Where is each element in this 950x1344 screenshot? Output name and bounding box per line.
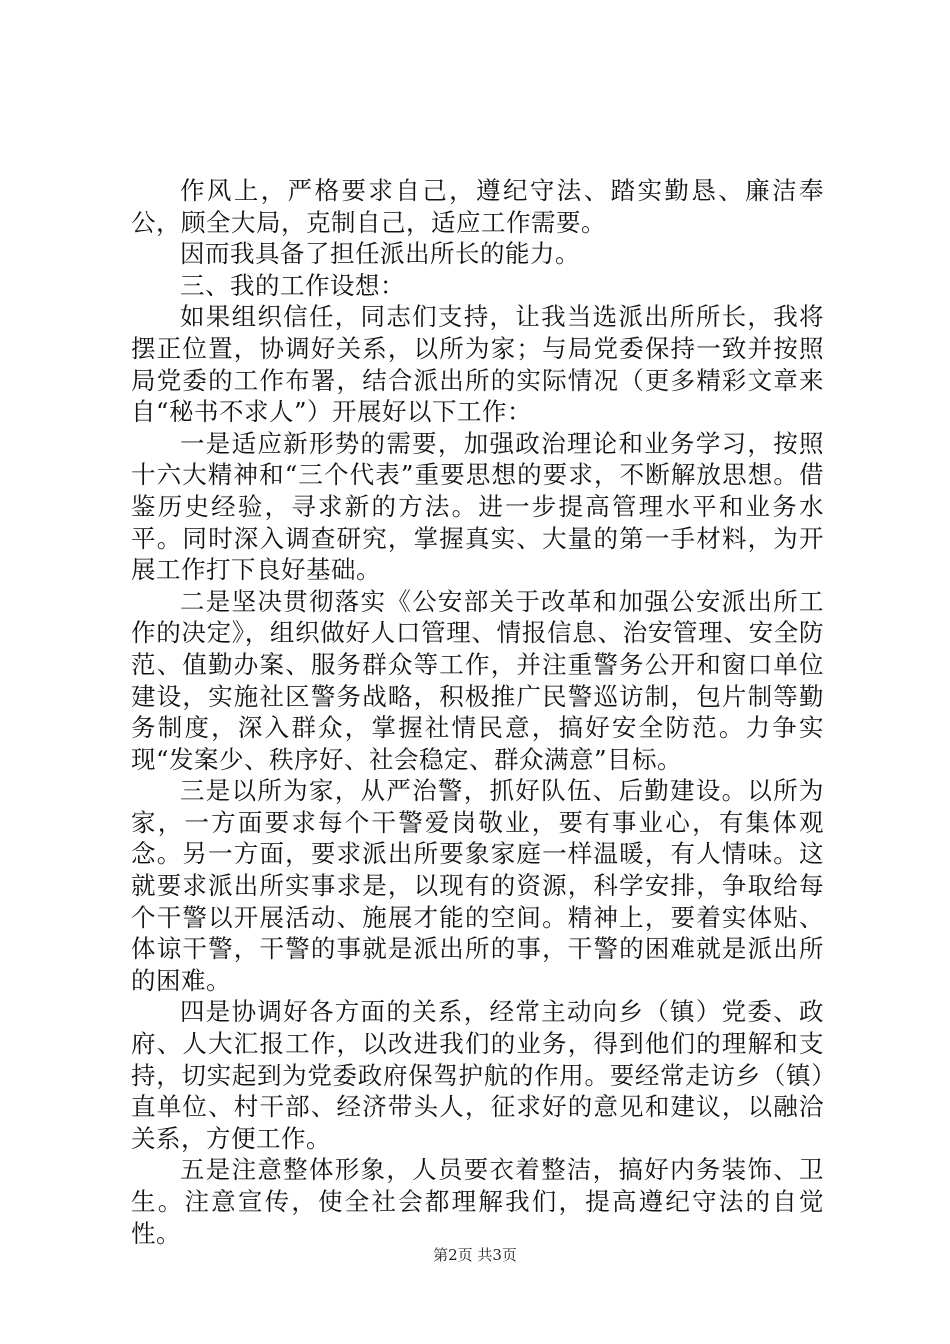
paragraph-point-one: 一是适应新形势的需要，加强政治理论和业务学习，按照十六大精神和“三个代表”重要思想的要求，不断解放思想。借鉴历史经验，寻求新的方法。进一步提高管理水平和业务水平。同时深入调查研究，掌握真实、大量的第一手材料，为开展工作打下良好基础。 [131, 428, 824, 585]
paragraph-ability: 因而我具备了担任派出所长的能力。 [180, 239, 580, 269]
paragraph-intro: 如果组织信任，同志们支持，让我当选派出所所长，我将摆正位置，协调好关系，以所为家；与局党委保持一致并按照局党委的工作布署，结合派出所的实际情况（更多精彩文章来自“秘书不求人”）开展好以下工作： [131, 302, 824, 427]
paragraph-point-two: 二是坚决贯彻落实《公安部关于改革和加强公安派出所工作的决定》，组织做好人口管理、情报信息、治安管理、安全防范、值勤办案、服务群众等工作，并注重警务公开和窗口单位建设，实施社区警务战略，积极推广民警巡访制，包片制等勤务制度，深入群众，掌握社情民意，搞好安全防范。力争实现“发案少、秩序好、社会稳定、群众满意”目标。 [131, 586, 824, 774]
paragraph-point-three: 三是以所为家，从严治警，抓好队伍、后勤建设。以所为家，一方面要求每个干警爱岗敬业，要有事业心，有集体观念。另一方面，要求派出所要象家庭一样温暖，有人情味。这就要求派出所实事求是，以现有的资源，科学安排，争取给每个干警以开展活动、施展才能的空间。精神上，要着实体贴、体谅干警，干警的事就是派出所的事，干警的困难就是派出所的困难。 [131, 776, 824, 995]
page-number-footer: 第2页 共3页 [433, 1246, 517, 1264]
paragraph-work-style: 作风上，严格要求自己，遵纪守法、踏实勤恳、廉洁奉公，顾全大局，克制自己，适应工作需要。 [131, 176, 824, 237]
document-body [131, 175, 824, 1249]
paragraph-point-four: 四是协调好各方面的关系，经常主动向乡（镇）党委、政府、人大汇报工作，以改进我们的业务，得到他们的理解和支持，切实起到为党委政府保驾护航的作用。要经常走访乡（镇）直单位、村干部、经济带头人，征求好的意见和建议，以融洽关系，方便工作。 [131, 997, 824, 1153]
paragraph-point-five: 五是注意整体形象，人员要衣着整洁，搞好内务装饰、卫生。注意宣传，使全社会都理解我们，提高遵纪守法的自觉性。 [131, 1155, 824, 1248]
section-heading-work-plan: 三、我的工作设想： [180, 270, 405, 300]
